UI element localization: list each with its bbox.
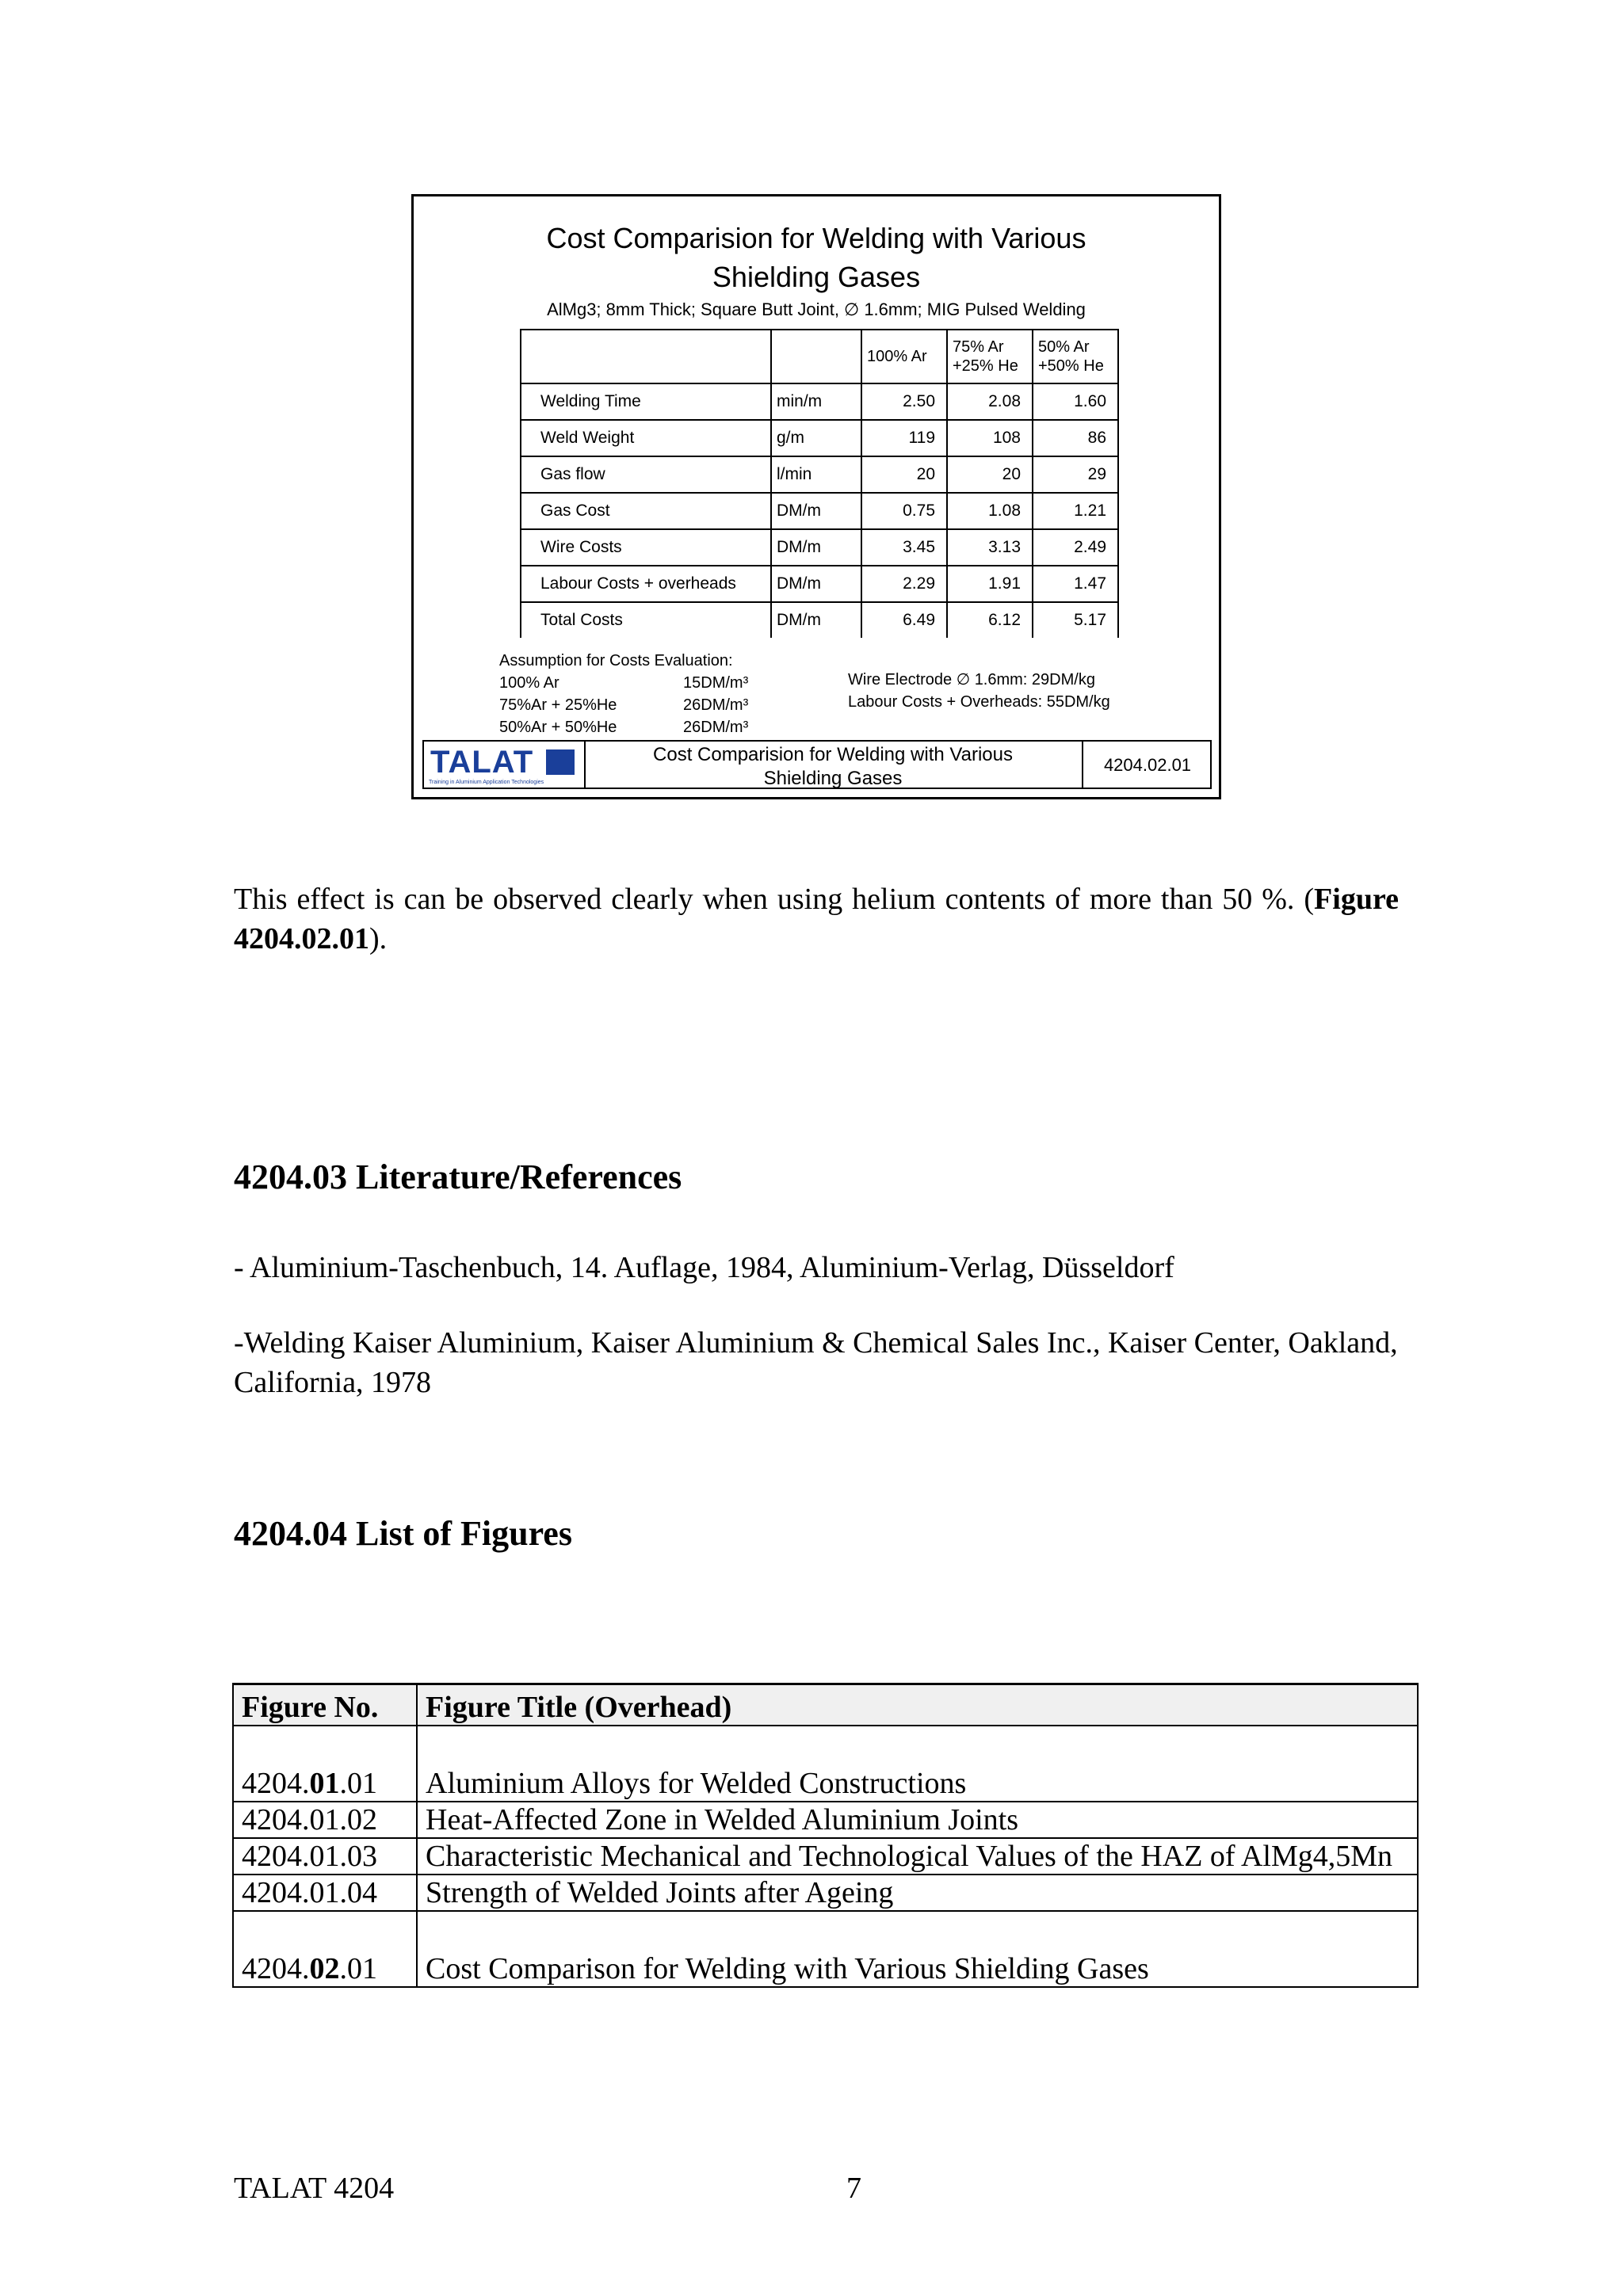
heading-literature: 4204.03 Literature/References (234, 1158, 682, 1196)
assumptions (499, 650, 749, 738)
figure-list-row (233, 1838, 1418, 1875)
cost-row-unit: g/m (771, 420, 861, 456)
cost-value: 0.75 (861, 493, 947, 529)
gas-column-header-line: 100% Ar (867, 348, 927, 365)
paragraph-end: ). (369, 922, 388, 955)
header-blank (771, 330, 861, 383)
figure-list-row (233, 1875, 1418, 1911)
figure-no-bold: 01 (309, 1767, 340, 1800)
figure-title-cell: Aluminium Alloys for Welded Constructions (417, 1726, 1418, 1802)
cost-value: 1.60 (1033, 383, 1118, 420)
gas-column-header (861, 330, 947, 383)
cost-row (521, 529, 1118, 566)
cost-value: 1.47 (1033, 566, 1118, 602)
figure-no-part: 4204.01.02 (242, 1803, 377, 1836)
paragraph-effect (234, 879, 1399, 959)
page-footer-doc: TALAT 4204 (234, 2172, 395, 2205)
figure-list-row (233, 1802, 1418, 1838)
gas-column-header-line: +25% He (953, 357, 1018, 375)
cost-value: 2.50 (861, 383, 947, 420)
figure-title-cell: Cost Comparison for Welding with Various Shielding Gases (417, 1911, 1418, 1987)
cost-row-unit: min/m (771, 383, 861, 420)
figure-number-cell (233, 1726, 417, 1802)
wire-labour-info (848, 669, 1110, 713)
figure-no-part: .01 (339, 1767, 377, 1800)
header-blank (521, 330, 771, 383)
figure-title (414, 219, 1219, 296)
cost-value: 6.49 (861, 602, 947, 638)
cost-value: 2.49 (1033, 529, 1118, 566)
cost-value: 86 (1033, 420, 1118, 456)
figure-title-cell: Characteristic Mechanical and Technological Values of the HAZ of AlMg4,5Mn (417, 1838, 1418, 1875)
figure-no-part: 4204.01.04 (242, 1876, 377, 1909)
cost-value: 20 (861, 456, 947, 493)
wire-electrode: Wire Electrode ∅ 1.6mm: 29DM/kg (848, 671, 1095, 688)
cost-row (521, 456, 1118, 493)
cost-row-label: Gas flow (521, 456, 771, 493)
footer-title-line1: Cost Comparision for Welding with Various (653, 744, 1013, 765)
figure-title-cell: Heat-Affected Zone in Welded Aluminium Joints (417, 1802, 1418, 1838)
logo-tagline: Training in Aluminium Application Technologies (429, 780, 544, 785)
figure-footer (422, 740, 1212, 789)
cost-row (521, 566, 1118, 602)
assumption-price: 15DM/m³ (683, 674, 749, 692)
paragraph-text: This effect is can be observed clearly when using helium contents of more than 50 %. ( (234, 883, 1315, 916)
cost-row-label: Labour Costs + overheads (521, 566, 771, 602)
figure-cost-comparison (411, 194, 1221, 799)
gas-column-header-line: 50% Ar (1038, 338, 1090, 356)
gas-column-header-line: 75% Ar (953, 338, 1004, 356)
figure-number-cell (233, 1802, 417, 1838)
assumption-gas: 50%Ar + 50%He (499, 719, 617, 736)
assumption-price: 26DM/m³ (683, 696, 749, 714)
cost-value: 5.17 (1033, 602, 1118, 638)
reference-item: - Aluminium-Taschenbuch, 14. Auflage, 1984, Aluminium-Verlag, Düsseldorf (234, 1251, 1174, 1284)
cost-table-header (521, 330, 1118, 383)
cost-row-unit: l/min (771, 456, 861, 493)
cost-value: 2.08 (947, 383, 1033, 420)
figure-title-line1: Cost Comparision for Welding with Various (546, 222, 1086, 254)
cost-value: 2.29 (861, 566, 947, 602)
cost-row-label: Gas Cost (521, 493, 771, 529)
figure-number-cell (233, 1838, 417, 1875)
labour-overheads: Labour Costs + Overheads: 55DM/kg (848, 693, 1110, 711)
figure-no-part: 4204. (242, 1767, 310, 1800)
cost-row (521, 493, 1118, 529)
cost-value: 3.45 (861, 529, 947, 566)
assumption-gas: 100% Ar (499, 674, 559, 692)
figure-title-cell: Strength of Welded Joints after Ageing (417, 1875, 1418, 1911)
logo-text: TALAT (430, 745, 534, 780)
figure-number-cell (233, 1911, 417, 1987)
cost-row-unit: DM/m (771, 529, 861, 566)
gas-column-header-line: +50% He (1038, 357, 1104, 375)
figure-list-header (233, 1684, 1418, 1726)
cost-value: 6.12 (947, 602, 1033, 638)
figure-list-row (233, 1911, 1418, 1987)
cost-row-label: Welding Time (521, 383, 771, 420)
cost-row (521, 383, 1118, 420)
cost-table (520, 329, 1119, 638)
cost-value: 1.08 (947, 493, 1033, 529)
cost-row-label: Total Costs (521, 602, 771, 638)
figure-list-row (233, 1726, 1418, 1802)
talat-logo (424, 742, 586, 788)
gas-column-header (947, 330, 1033, 383)
cost-row-unit: DM/m (771, 566, 861, 602)
reference-item: -Welding Kaiser Aluminium, Kaiser Aluminium & Chemical Sales Inc., Kaiser Center, Oakland, California, 1978 (234, 1326, 1398, 1399)
assumption-row (499, 672, 749, 694)
assumption-price: 26DM/m³ (683, 719, 749, 736)
figure-no-bold: 02 (309, 1952, 340, 1985)
cost-value: 1.91 (947, 566, 1033, 602)
eu-flag-icon (546, 749, 575, 775)
figure-number-cell (233, 1875, 417, 1911)
heading-list-of-figures: 4204.04 List of Figures (234, 1514, 572, 1553)
cost-row-label: Wire Costs (521, 529, 771, 566)
figure-no-part: 4204.01.03 (242, 1840, 377, 1873)
gas-column-header (1033, 330, 1118, 383)
figure-title-line2: Shielding Gases (712, 261, 921, 293)
footer-title-line2: Shielding Gases (763, 768, 903, 789)
figure-no-part: .01 (339, 1952, 377, 1985)
assumption-row (499, 716, 749, 738)
page-number: 7 (846, 2172, 861, 2205)
cost-value: 29 (1033, 456, 1118, 493)
cost-value: 20 (947, 456, 1033, 493)
cost-row-unit: DM/m (771, 602, 861, 638)
figure-no-part: 4204. (242, 1952, 310, 1985)
figure-list-table (232, 1683, 1419, 1988)
figure-footer-title (584, 742, 1083, 788)
assumption-title: Assumption for Costs Evaluation: (499, 652, 733, 669)
col-figure-title: Figure Title (Overhead) (417, 1684, 1418, 1726)
col-figure-no: Figure No. (233, 1684, 417, 1726)
cost-value: 108 (947, 420, 1033, 456)
figure-reference: Figure 4204.02.01 (234, 883, 1399, 955)
figure-subtitle: AlMg3; 8mm Thick; Square Butt Joint, ∅ 1.6mm; MIG Pulsed Welding (547, 299, 1086, 319)
cost-value: 1.21 (1033, 493, 1118, 529)
assumption-row (499, 694, 749, 716)
cost-row-label: Weld Weight (521, 420, 771, 456)
cost-row-unit: DM/m (771, 493, 861, 529)
cost-row (521, 420, 1118, 456)
figure-number: 4204.02.01 (1103, 755, 1192, 775)
assumption-gas: 75%Ar + 25%He (499, 696, 617, 714)
cost-row (521, 602, 1118, 638)
cost-value: 119 (861, 420, 947, 456)
cost-value: 3.13 (947, 529, 1033, 566)
